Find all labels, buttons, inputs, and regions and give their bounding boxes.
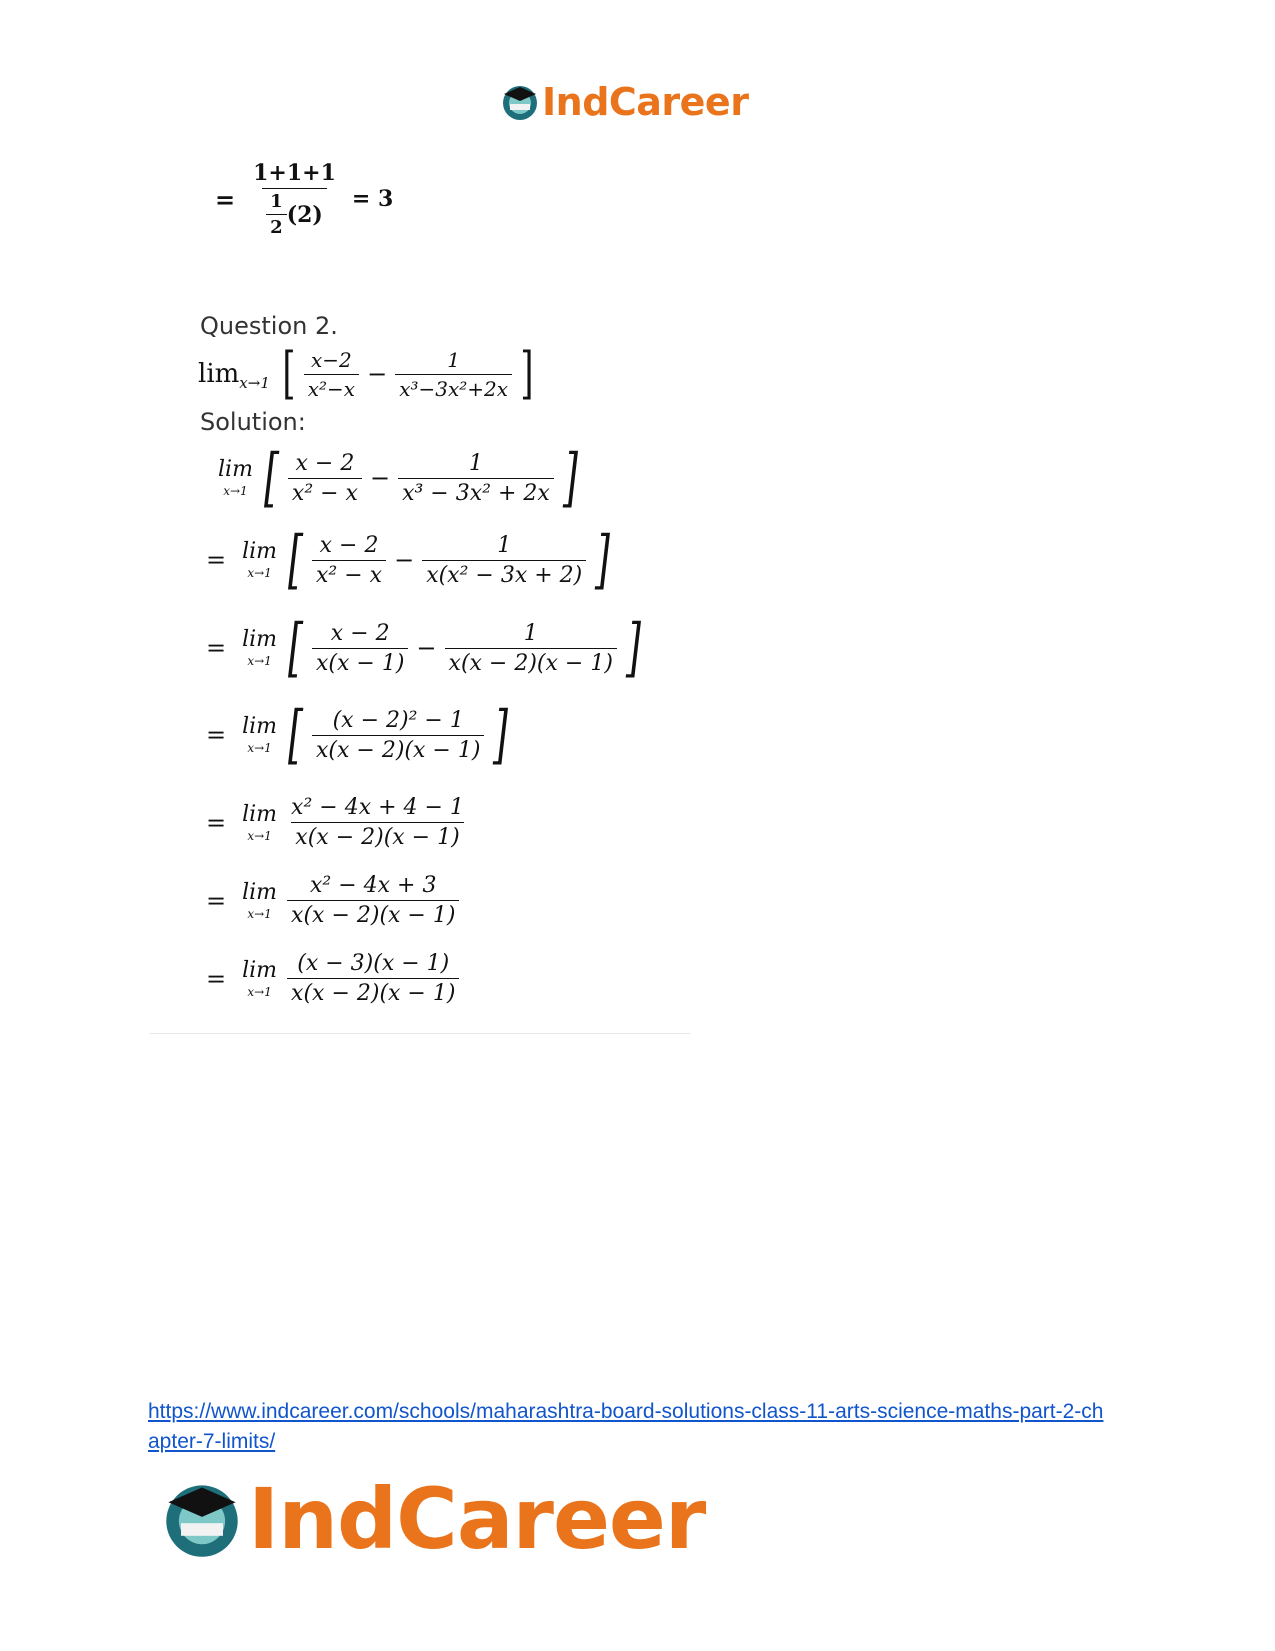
image-crop-edge — [150, 1033, 690, 1040]
source-url-link[interactable]: https://www.indcareer.com/schools/maharashtra-board-solutions-class-11-arts-science-maths-part-2-chapter-7-limits/ — [148, 1400, 1104, 1453]
solution-step: = lim x→1 $\frac{\text{x² − 4x + 4 − 1}}{x(x - 2)(x - 1)}$ — [206, 795, 464, 850]
header-logo — [500, 80, 748, 124]
solution-step: = lim x→1 [ $\frac{\text{(x − 2)² − 1}}{x(x - 2)(x - 1)}$ ] — [206, 698, 509, 772]
solution-step: lim x→1 [ $\frac{x - 2}{\text{x² − x}}$ − $\frac{1}{\text{x³ − 3x² + 2x}}$ ] — [218, 441, 578, 515]
solution-step: = lim x→1 $\frac{(x - 3)(x - 1)}{x(x - 2)(x - 1)}$ — [206, 951, 463, 1006]
question-title: Question 2. — [200, 312, 338, 340]
solution-label: Solution: — [200, 408, 306, 436]
previous-result: = 1+1+1 $\frac{1}{2}$ (2) = 3 — [215, 160, 394, 238]
logo-text: IndCareer — [248, 1470, 706, 1568]
solution-step: = lim x→1 [ $\frac{x - 2}{x(x - 1)}$ − $\frac{1}{x(x - 2)(x - 1)}$ ] — [206, 611, 641, 685]
logo-text: IndCareer — [542, 80, 749, 124]
result-fraction: 1+1+1 $\frac{1}{2}$ (2) — [253, 160, 336, 238]
graduation-cap-icon — [160, 1477, 244, 1561]
graduation-cap-icon — [500, 82, 540, 122]
solution-step: = lim x→1 [ $\frac{x - 2}{\text{x² − x}}$ − $\frac{1}{\text{x(x² − 3x + 2)}}$ ] — [206, 523, 611, 597]
question-expression: lim x→1 [ $\frac{x-2}{\text{x²−x}}$ − $\frac{1}{\text{x³−3x²+2x}}$ ] — [198, 341, 534, 406]
result-value: = 3 — [351, 186, 394, 212]
solution-step: = lim x→1 $\frac{\text{x² − 4x + 3}}{x(x - 2)(x - 1)}$ — [206, 873, 463, 928]
footer-logo — [160, 1470, 705, 1568]
